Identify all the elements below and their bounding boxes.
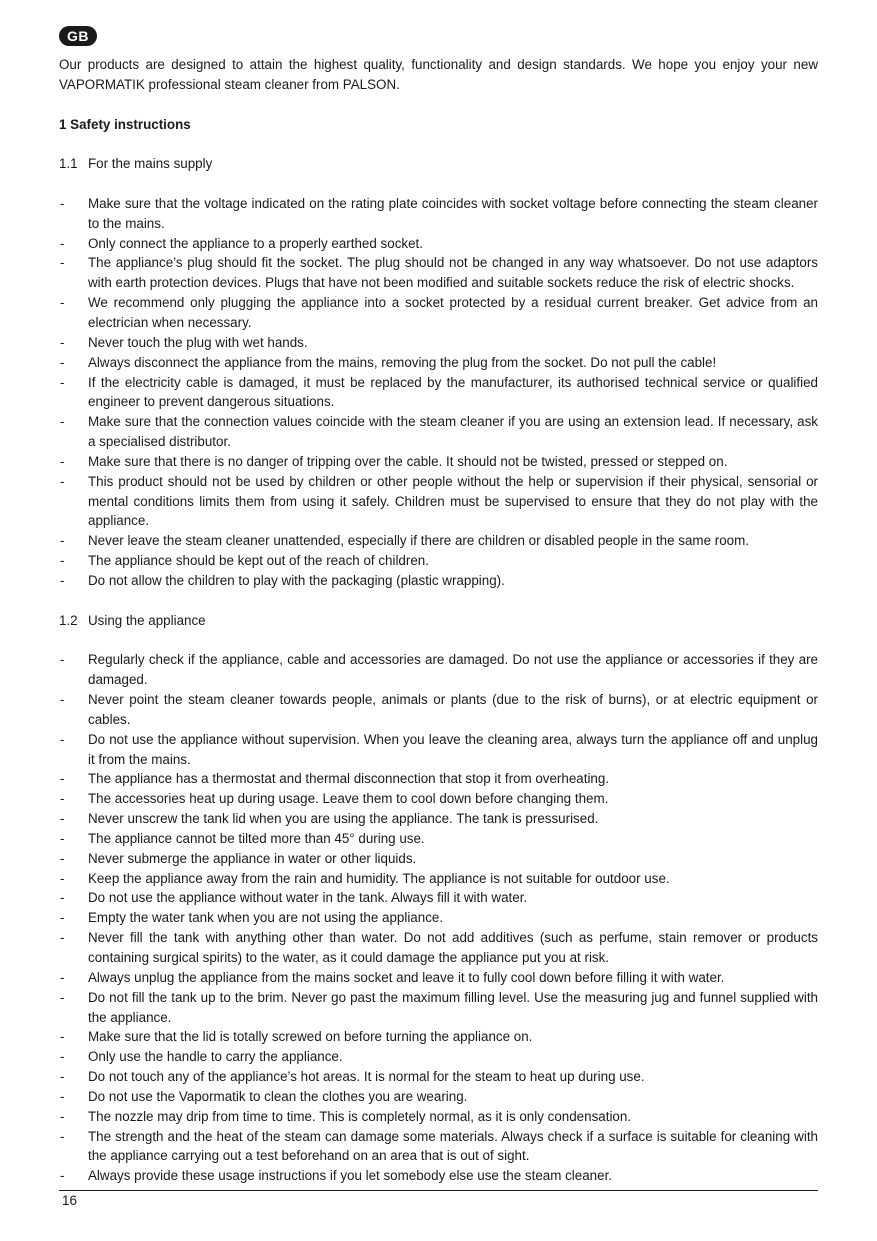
mains-supply-list bbox=[59, 194, 818, 591]
list-item: - Never fill the tank with anything other than water. Do not add additives (such as perfume, stain remover or products containing surgical spirits) to the water, as it could damage the appliance put you at risk. bbox=[59, 928, 818, 968]
list-item: - The nozzle may drip from time to time. This is completely normal, as it is only condensation. bbox=[59, 1107, 818, 1127]
list-item: - This product should not be used by children or other people without the help or supervision if their physical, sensorial or mental conditions limits them from using it safely. Children must be supervised to ensure that they do not play with the appliance. bbox=[59, 472, 818, 532]
subsection-heading-mains-supply bbox=[59, 154, 818, 174]
list-item: - The appliance should be kept out of the reach of children. bbox=[59, 551, 818, 571]
list-item: - Make sure that there is no danger of tripping over the cable. It should not be twisted, pressed or stepped on. bbox=[59, 452, 818, 472]
list-item: - Do not fill the tank up to the brim. Never go past the maximum filling level. Use the measuring jug and funnel supplied with the appliance. bbox=[59, 988, 818, 1028]
list-item: - Only connect the appliance to a properly earthed socket. bbox=[59, 234, 818, 254]
list-item: - Make sure that the connection values coincide with the steam cleaner if you are using an extension lead. If necessary, ask a specialised distributor. bbox=[59, 412, 818, 452]
page-number: 16 bbox=[62, 1193, 77, 1208]
list-item: - The appliance cannot be tilted more than 45° during use. bbox=[59, 829, 818, 849]
subsection-title: Using the appliance bbox=[88, 612, 206, 628]
list-item: - Only use the handle to carry the appliance. bbox=[59, 1047, 818, 1067]
subsection-title: For the mains supply bbox=[88, 156, 213, 172]
list-item: - Do not allow the children to play with the packaging (plastic wrapping). bbox=[59, 571, 818, 591]
list-item: - Regularly check if the appliance, cable and accessories are damaged. Do not use the appliance or accessories if they are damaged. bbox=[59, 650, 818, 690]
list-item: - Never leave the steam cleaner unattended, especially if there are children or disabled people in the same room. bbox=[59, 531, 818, 551]
list-item: - The strength and the heat of the steam can damage some materials. Always check if a surface is suitable for cleaning with the appliance carrying out a test beforehand on an area that is out of sight. bbox=[59, 1127, 818, 1167]
footer-divider bbox=[59, 1190, 818, 1191]
list-item: - Never point the steam cleaner towards people, animals or plants (due to the risk of burns), or at electric equipment or cables. bbox=[59, 690, 818, 730]
list-item: - Keep the appliance away from the rain and humidity. The appliance is not suitable for outdoor use. bbox=[59, 869, 818, 889]
list-item: - Make sure that the voltage indicated on the rating plate coincides with socket voltage before connecting the steam cleaner to the mains. bbox=[59, 194, 818, 234]
list-item: - Never touch the plug with wet hands. bbox=[59, 333, 818, 353]
list-item: - Do not use the appliance without supervision. When you leave the cleaning area, always turn the appliance off and unplug it from the mains. bbox=[59, 730, 818, 770]
subsection-heading-using-appliance bbox=[59, 611, 818, 631]
list-item: - Do not touch any of the appliance’s hot areas. It is normal for the steam to heat up during use. bbox=[59, 1067, 818, 1087]
document-page bbox=[59, 26, 818, 1186]
section-heading: 1 Safety instructions bbox=[59, 116, 191, 132]
list-item: - Do not use the Vapormatik to clean the clothes you are wearing. bbox=[59, 1087, 818, 1107]
list-item: - Always disconnect the appliance from the mains, removing the plug from the socket. Do not pull the cable! bbox=[59, 353, 818, 373]
using-appliance-list bbox=[59, 650, 818, 1186]
list-item: - The accessories heat up during usage. Leave them to cool down before changing them. bbox=[59, 789, 818, 809]
subsection-number: 1.2 bbox=[59, 612, 78, 628]
subsection-number: 1.1 bbox=[59, 156, 78, 172]
list-item: - Never unscrew the tank lid when you are using the appliance. The tank is pressurised. bbox=[59, 809, 818, 829]
language-badge: GB bbox=[59, 26, 97, 46]
list-item: - Make sure that the lid is totally screwed on before turning the appliance on. bbox=[59, 1027, 818, 1047]
list-item: - Do not use the appliance without water in the tank. Always fill it with water. bbox=[59, 888, 818, 908]
list-item: - Always provide these usage instructions if you let somebody else use the steam cleaner. bbox=[59, 1166, 818, 1186]
list-item: - Empty the water tank when you are not using the appliance. bbox=[59, 908, 818, 928]
intro-paragraph: Our products are designed to attain the highest quality, functionality and design standards. We hope you enjoy your new VAPORMATIK professional steam cleaner from PALSON. bbox=[59, 57, 818, 92]
list-item: - Never submerge the appliance in water or other liquids. bbox=[59, 849, 818, 869]
list-item: - If the electricity cable is damaged, it must be replaced by the manufacturer, its authorised technical service or qualified engineer to prevent dangerous situations. bbox=[59, 373, 818, 413]
list-item: - Always unplug the appliance from the mains socket and leave it to fully cool down before filling it with water. bbox=[59, 968, 818, 988]
list-item: - The appliance has a thermostat and thermal disconnection that stop it from overheating. bbox=[59, 769, 818, 789]
list-item: - The appliance’s plug should fit the socket. The plug should not be changed in any way whatsoever. Do not use adaptors with earth protection devices. Plugs that have not been modified and suitable sockets reduce the risk of electric shocks. bbox=[59, 253, 818, 293]
list-item: - We recommend only plugging the appliance into a socket protected by a residual current breaker. Get advice from an electrician when necessary. bbox=[59, 293, 818, 333]
